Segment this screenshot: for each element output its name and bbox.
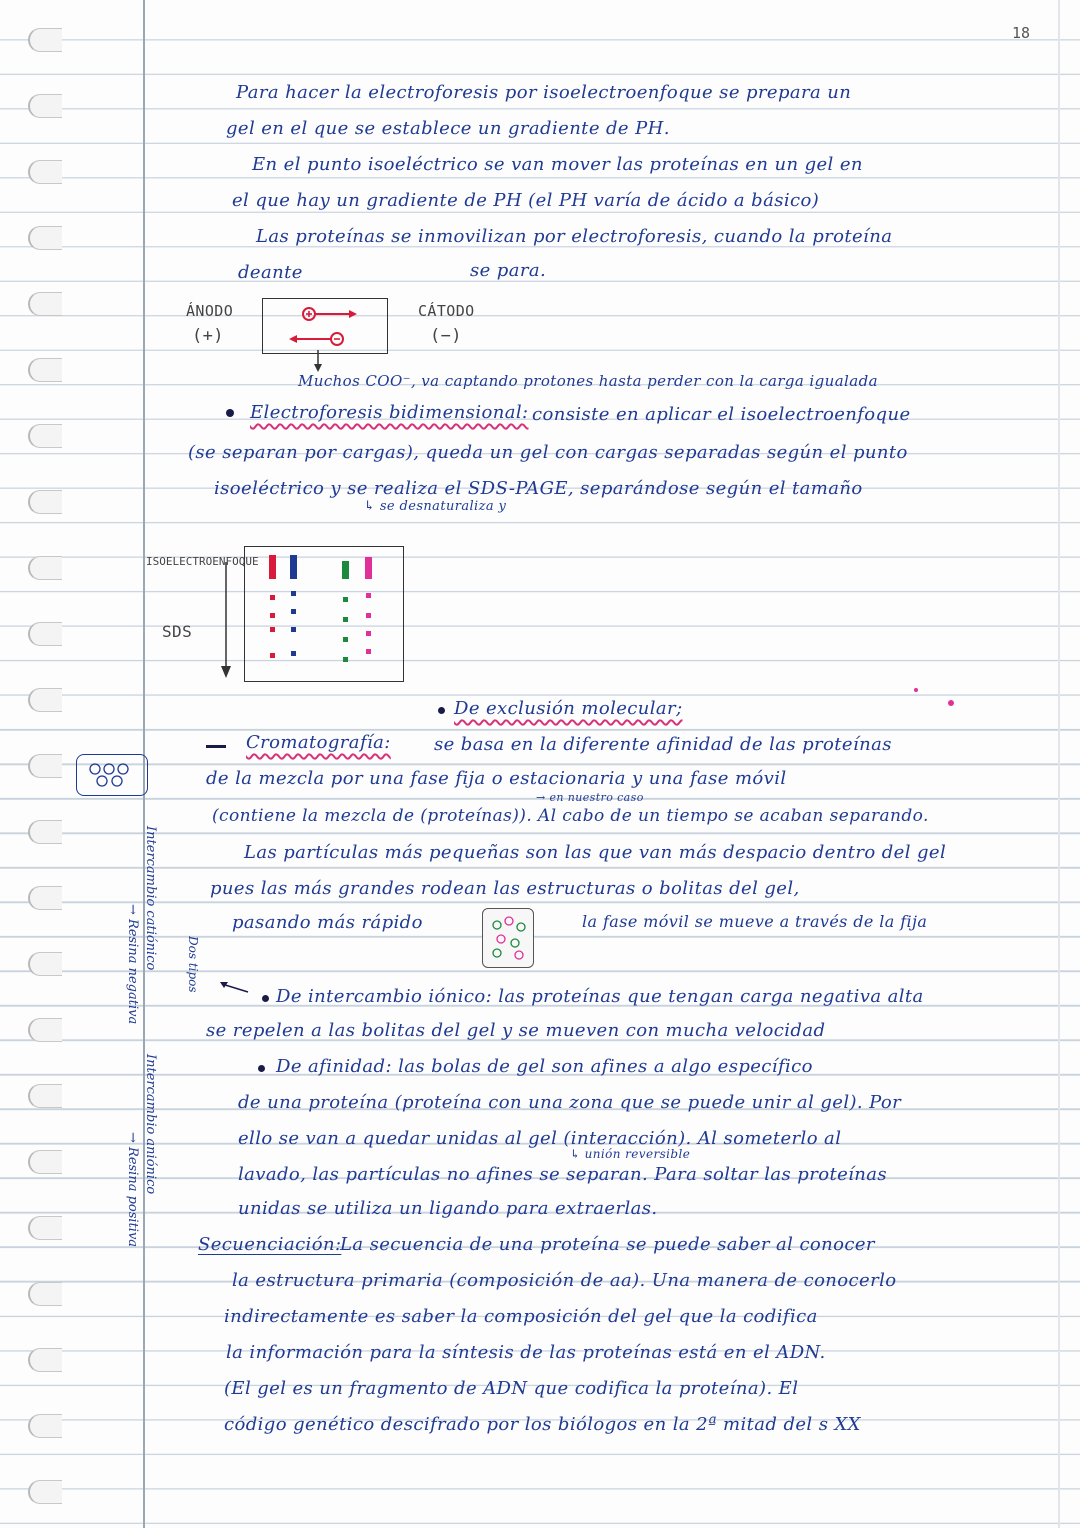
text-note: ↳ se desnaturaliza y [364, 499, 507, 514]
text-line: (El gel es un fragmento de ADN que codifica la proteína). El [224, 1378, 799, 1399]
text-line: Secuenciación: [198, 1234, 342, 1255]
text-line: la información para la síntesis de las proteínas está en el ADN. [226, 1342, 826, 1363]
text-line: pues las más grandes rodean las estructuras o bolitas del gel, [210, 878, 800, 899]
text-line: (contiene la mezcla de (proteínas)). Al cabo de un tiempo se acaban separando. [212, 806, 929, 826]
text-line: se basa en la diferente afinidad de las proteínas [434, 734, 892, 755]
margin-note: → Resina positiva [125, 1132, 140, 1248]
sds-label: SDS [162, 622, 193, 641]
cathode-label: CÁTODO [418, 302, 475, 320]
text-line: unidas se utiliza un ligando para extraerlas. [238, 1198, 658, 1219]
migration-arrows-icon [263, 299, 387, 353]
direction-arrow-icon [216, 560, 236, 680]
beads-icon [77, 755, 147, 795]
dot-mark [948, 700, 954, 706]
text-line: Las proteínas se inmovilizan por electroforesis, cuando la proteína [256, 226, 893, 247]
text-line: Las partículas más pequeñas son las que van más despacio dentro del gel [244, 842, 947, 863]
section-title: Cromatografía: [246, 732, 391, 753]
anode-label: ÁNODO [186, 302, 234, 320]
text-line: de una proteína (proteína con una zona que se puede unir al gel). Por [238, 1092, 902, 1113]
text-line: De intercambio iónico: las proteínas que tengan carga negativa alta [276, 986, 924, 1007]
electrophoresis-chamber [262, 298, 388, 354]
text-line: deante [238, 262, 303, 283]
text-line: La secuencia de una proteína se puede saber al conocer [340, 1234, 875, 1255]
text-line: consiste en aplicar el isoelectroenfoque [532, 404, 911, 425]
section-title: De exclusión molecular; [454, 698, 683, 719]
column-illustration [482, 908, 534, 968]
text-line: lavado, las partículas no afines se separan. Para soltar las proteínas [238, 1164, 888, 1185]
text-note: ↳ unión reversible [570, 1147, 691, 1161]
text-line: gel en el que se establece un gradiente de PH. [226, 118, 670, 139]
text-line: la estructura primaria (composición de aa). Una manera de conocerlo [232, 1270, 897, 1291]
text-line: se repelen a las bolitas del gel y se mueven con mucha velocidad [206, 1020, 826, 1041]
section-title: Electroforesis bidimensional: [250, 402, 529, 423]
text-line: la fase móvil se mueve a través de la fija [582, 912, 928, 931]
text-line: En el punto isoeléctrico se van mover las proteínas en un gel en [252, 154, 863, 175]
margin-note: Dos tipos [186, 936, 200, 993]
bullet [438, 707, 445, 714]
text-line: pasando más rápido [232, 912, 423, 933]
text-line: se para. [470, 260, 547, 281]
cathode-sign: (−) [430, 326, 462, 346]
text-line: Muchos COO⁻, va captando protones hasta perder con la carga igualada [298, 372, 878, 390]
bullet [262, 995, 269, 1002]
page-edge [1058, 0, 1060, 1528]
text-line: (se separan por cargas), queda un gel con cargas separadas según el punto [188, 442, 908, 463]
margin-note: Intercambio aniónico [143, 1054, 158, 1195]
text-line: De afinidad: las bolas de gel son afines a algo específico [276, 1056, 813, 1077]
dot-mark [914, 688, 918, 692]
bead-column-icon [483, 909, 533, 967]
2d-gel [244, 546, 404, 682]
margin-note: → Resina negativa [125, 904, 140, 1025]
gel-spots-icon [245, 547, 403, 681]
bullet [258, 1065, 265, 1072]
text-line: de la mezcla por una fase fija o estacionaria y una fase móvil [206, 768, 787, 789]
page-number: 18 [1011, 24, 1030, 42]
pointer-arrow-icon [308, 350, 328, 374]
text-line: isoeléctrico y se realiza el SDS-PAGE, separándose según el tamaño [214, 478, 863, 499]
margin-note: Intercambio catiónico [143, 826, 158, 971]
dash-bullet [206, 745, 226, 748]
bullet [226, 409, 234, 417]
return-arrow-icon [214, 980, 254, 1000]
isoelectric-label: ISOELECTROENFOQUE [146, 555, 259, 568]
anode-sign: (+) [192, 326, 224, 346]
text-line: Para hacer la electroforesis por isoelectroenfoque se prepara un [236, 82, 852, 103]
text-line: código genético descifrado por los biólogos en la 2ª mitad del s XX [224, 1414, 861, 1435]
bead-sketch [76, 754, 148, 796]
text-line: el que hay un gradiente de PH (el PH varía de ácido a básico) [232, 190, 820, 211]
ring-holes [28, 28, 68, 1508]
text-line: ello se van a quedar unidas al gel (interacción). Al someterlo al [238, 1128, 842, 1149]
text-line: indirectamente es saber la composición del gel que la codifica [224, 1306, 818, 1327]
text-note: → en nuestro caso [536, 791, 644, 804]
